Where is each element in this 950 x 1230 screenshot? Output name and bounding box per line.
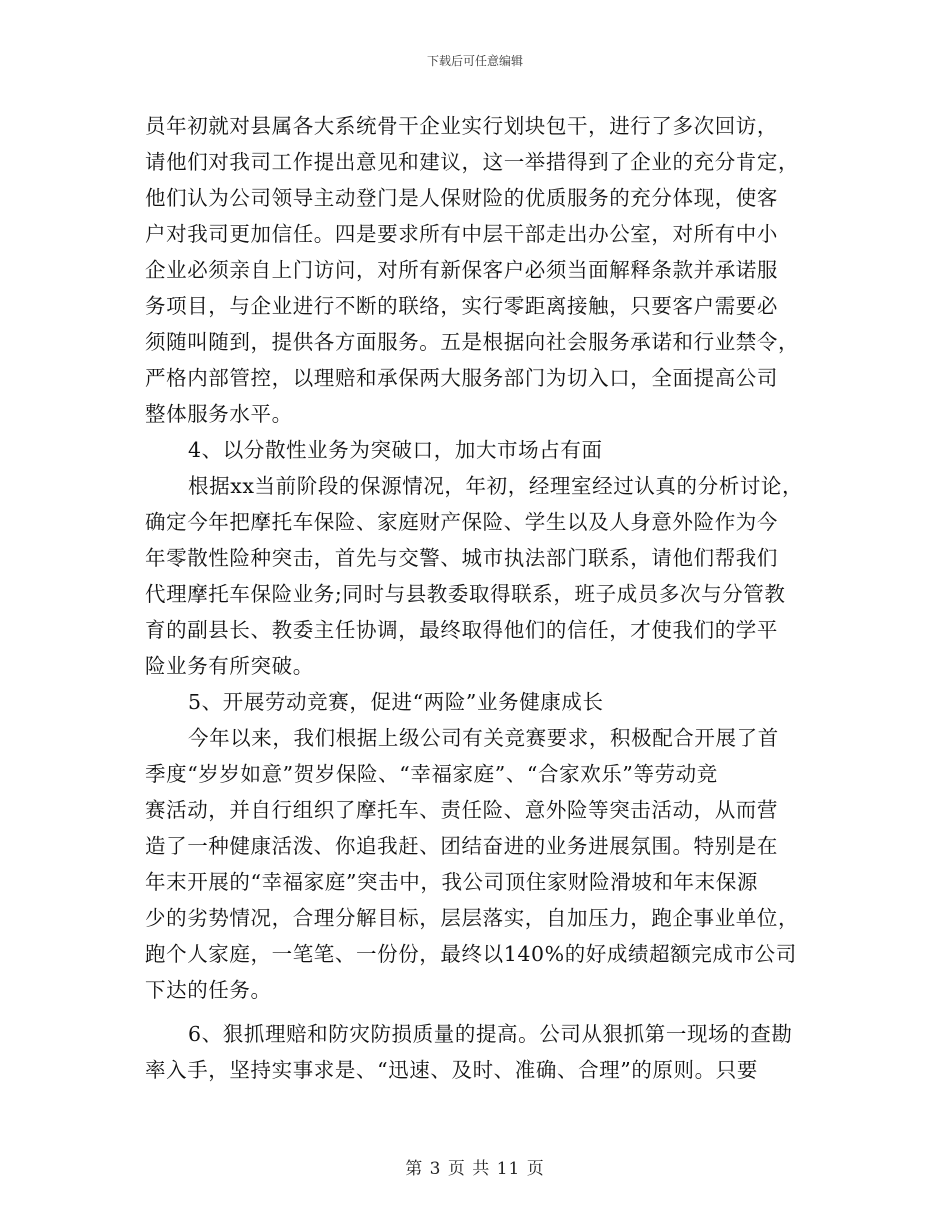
paragraph-line: 企业必须亲自上门访问，对所有新保客户必须当面解释条款并承诺服 — [145, 258, 778, 282]
paragraph-line: 他们认为公司领导主动登门是人保财险的优质服务的充分体现，使客 — [145, 186, 778, 210]
paragraph-line: 根据xx当前阶段的保源情况，年初，经理室经过认真的分析讨论， — [188, 474, 804, 498]
paragraph-line: 请他们对我司工作提出意见和建议，这一举措得到了企业的充分肯定， — [145, 150, 800, 174]
paragraph-line: 严格内部管控，以理赔和承保两大服务部门为切入口，全面提高公司 — [145, 366, 778, 390]
paragraph-line: 代理摩托车保险业务;同时与县教委取得联系，班子成员多次与分管教 — [145, 582, 786, 606]
paragraph-line: 季度“岁岁如意”贺岁保险、“幸福家庭”、“合家欢乐”等劳动竞 — [145, 762, 718, 786]
paragraph-line: 造了一种健康活泼、你追我赶、团结奋进的业务进展氛围。特别是在 — [145, 834, 778, 858]
section-heading: 6、狠抓理赔和防灾防损质量的提高。公司从狠抓第一现场的查勘 — [188, 1022, 793, 1046]
paragraph-line: 下达的任务。 — [145, 978, 272, 1002]
paragraph-line: 整体服务水平。 — [145, 402, 293, 426]
paragraph-line: 员年初就对县属各大系统骨干企业实行划块包干，进行了多次回访， — [145, 114, 778, 138]
paragraph-line: 年末开展的“幸福家庭”突击中，我公司顶住家财险滑坡和年末保源 — [145, 870, 758, 894]
paragraph-line: 须随叫随到，提供各方面服务。五是根据向社会服务承诺和行业禁令， — [145, 330, 800, 354]
paragraph-line: 务项目，与企业进行不断的联络，实行零距离接触，只要客户需要必 — [145, 294, 778, 318]
paragraph-line: 年零散性险种突击，首先与交警、城市执法部门联系，请他们帮我们 — [145, 546, 778, 570]
paragraph-line: 确定今年把摩托车保险、家庭财产保险、学生以及人身意外险作为今 — [145, 510, 778, 534]
paragraph-line: 今年以来，我们根据上级公司有关竞赛要求，积极配合开展了首 — [188, 726, 779, 750]
page-header: 下载后可任意编辑 — [426, 54, 523, 68]
paragraph-line: 少的劣势情况，合理分解目标，层层落实，自加压力，跑企事业单位， — [145, 906, 800, 930]
section-heading: 4、以分散性业务为突破口，加大市场占有面 — [188, 438, 603, 462]
page-number-footer: 第 3 页 共 11 页 — [405, 1159, 545, 1179]
paragraph-line: 赛活动，并自行组织了摩托车、责任险、意外险等突击活动，从而营 — [145, 798, 778, 822]
section-heading: 5、开展劳动竞赛，促进“两险”业务健康成长 — [188, 690, 604, 714]
paragraph-line: 跑个人家庭，一笔笔、一份份，最终以140%的好成绩超额完成市公司 — [145, 942, 797, 966]
paragraph-line: 险业务有所突破。 — [145, 654, 314, 678]
document-body — [145, 108, 815, 1088]
paragraph-line: 育的副县长、教委主任协调，最终取得他们的信任，才使我们的学平 — [145, 618, 778, 642]
paragraph-line: 户对我司更加信任。四是要求所有中层干部走出办公室，对所有中小 — [145, 222, 778, 246]
paragraph-line: 率入手，坚持实事求是、“迅速、及时、准确、合理”的原则。只要 — [145, 1058, 758, 1082]
